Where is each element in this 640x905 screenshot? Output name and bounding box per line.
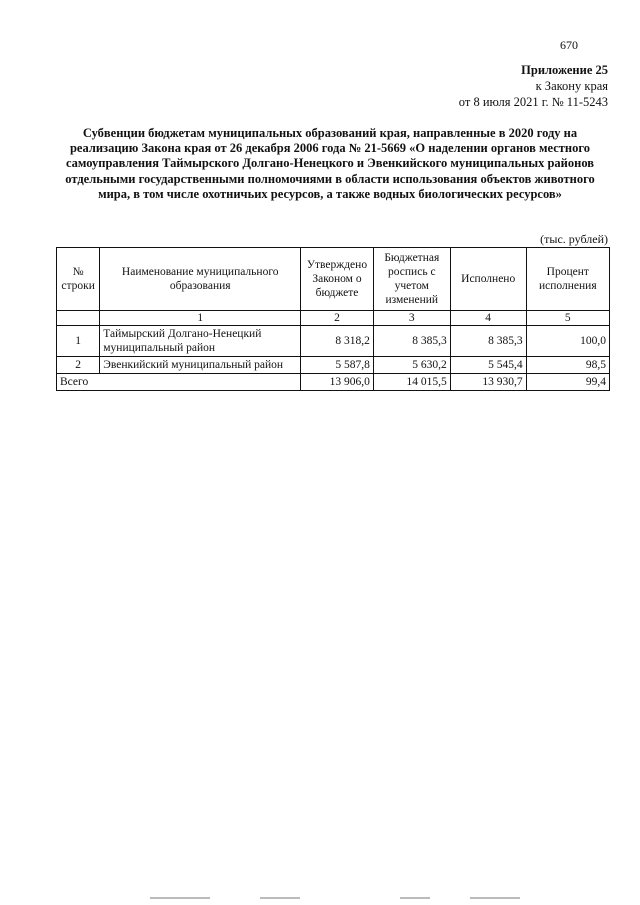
municipality-name: Таймырский Долгано-Ненецкий муниципальный район: [100, 326, 301, 357]
budget-value: 8 385,3: [373, 326, 450, 357]
total-percent: 99,4: [526, 374, 609, 391]
total-executed: 13 930,7: [450, 374, 526, 391]
budget-value: 5 630,2: [373, 357, 450, 374]
percent-value: 100,0: [526, 326, 609, 357]
row-number: 1: [57, 326, 100, 357]
executed-value: 8 385,3: [450, 326, 526, 357]
table-header-row: [57, 248, 610, 311]
table-row: [57, 357, 610, 374]
total-budget: 14 015,5: [373, 374, 450, 391]
subvention-table: [56, 247, 610, 391]
page-number: 670: [560, 38, 578, 52]
appendix-block: [459, 62, 608, 110]
footer-scan-marks: [150, 897, 530, 900]
table-total-row: [57, 374, 610, 391]
appendix-law-ref: к Закону края: [535, 79, 608, 93]
column-number-2: 2: [301, 311, 374, 326]
table-row: [57, 326, 610, 357]
table-column-numbers-row: [57, 311, 610, 326]
header-executed: Исполнено: [450, 248, 526, 311]
document-title: Субвенции бюджетам муниципальных образований края, направленные в 2020 году на реализацию Закона края от 26 декабря 2006 года № 21-5669 «О наделении органов местного самоуправления Таймырского Долгано-Ненецкого и Эвенкийского муниципальных районов отдельными государственными полномочиями в области использования объектов животного мира, в том числе охотничьих ресурсов, а также водных биологических ресурсов»: [65, 126, 595, 201]
header-approved: Утверждено Законом о бюджете: [301, 248, 374, 311]
column-number-3: 3: [373, 311, 450, 326]
header-municipality-name: Наименование муниципального образования: [100, 248, 301, 311]
percent-value: 98,5: [526, 357, 609, 374]
row-number: 2: [57, 357, 100, 374]
header-budget-list: Бюджетная роспись с учетом изменений: [373, 248, 450, 311]
header-row-number: № строки: [57, 248, 100, 311]
header-percent: Процент исполнения: [526, 248, 609, 311]
municipality-name: Эвенкийский муниципальный район: [100, 357, 301, 374]
column-number-1: 1: [100, 311, 301, 326]
appendix-date: от 8 июля 2021 г. № 11-5243: [458, 95, 608, 109]
appendix-title: Приложение 25: [521, 63, 608, 77]
approved-value: 8 318,2: [301, 326, 374, 357]
column-number-5: 5: [526, 311, 609, 326]
column-number-0: [57, 311, 100, 326]
column-number-4: 4: [450, 311, 526, 326]
total-approved: 13 906,0: [301, 374, 374, 391]
executed-value: 5 545,4: [450, 357, 526, 374]
approved-value: 5 587,8: [301, 357, 374, 374]
unit-label: (тыс. рублей): [540, 232, 608, 246]
total-label: Всего: [57, 374, 301, 391]
